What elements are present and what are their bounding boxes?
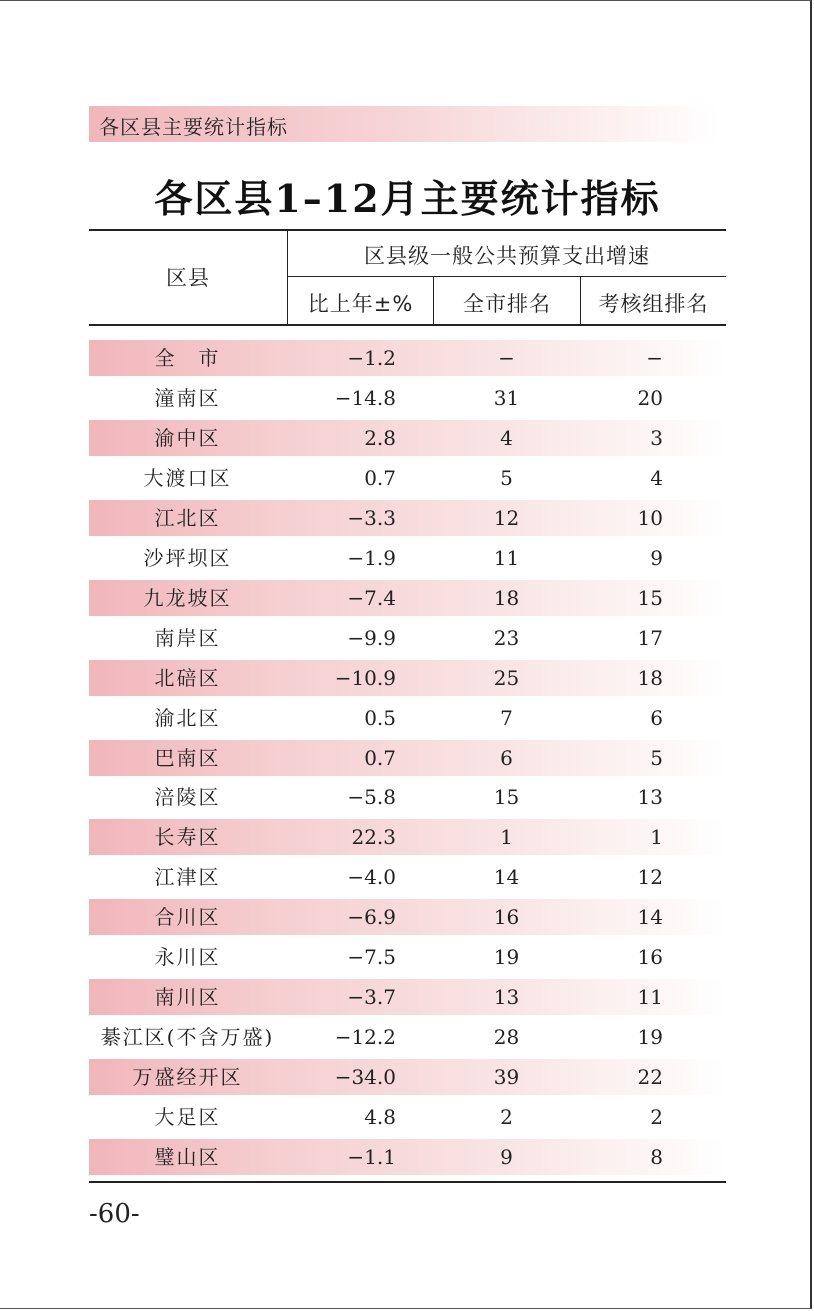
cell-city-rank: 23: [493, 625, 520, 650]
cell-group-rank: 13: [637, 785, 663, 810]
header-district: 区县: [166, 266, 210, 290]
cell-group-rank: 2: [650, 1105, 663, 1130]
cell-pct: 0.7: [364, 465, 396, 490]
cell-district: 北碚区: [154, 665, 221, 690]
cell-city-rank: 11: [493, 545, 520, 570]
cell-group-rank: 16: [637, 945, 663, 970]
cell-district: 全 市: [154, 346, 221, 370]
cell-pct: −5.8: [347, 785, 396, 810]
cell-pct: −7.4: [347, 585, 396, 610]
cell-district: 渝北区: [154, 705, 221, 730]
cell-group-rank: 10: [637, 505, 663, 530]
cell-group-rank: −: [646, 346, 663, 370]
cell-pct: −1.1: [347, 1145, 396, 1169]
table-row: [89, 380, 726, 416]
table-row: [89, 340, 726, 376]
cell-city-rank: 4: [500, 425, 513, 450]
table-row: [89, 620, 726, 656]
table-row: [89, 500, 726, 536]
cell-pct: 0.7: [364, 745, 396, 770]
cell-pct: −4.0: [347, 865, 396, 890]
header-group-title: 区县级一般公共预算支出增速: [364, 244, 650, 268]
cell-district: 涪陵区: [154, 785, 221, 810]
cell-city-rank: 15: [493, 785, 520, 810]
cell-city-rank: 19: [493, 945, 520, 970]
table-row: [89, 1139, 726, 1175]
page-number: -60-: [89, 1199, 140, 1229]
table-row: [89, 779, 726, 815]
table-row: [89, 580, 726, 616]
cell-city-rank: 14: [493, 865, 520, 890]
table-row: [89, 700, 726, 736]
cell-pct: −14.8: [334, 385, 396, 410]
cell-group-rank: 8: [650, 1145, 663, 1169]
table-row: [89, 1019, 726, 1055]
cell-group-rank: 17: [637, 625, 663, 650]
cell-city-rank: 6: [500, 745, 513, 770]
cell-pct: −7.5: [347, 945, 396, 970]
table-row: [89, 540, 726, 576]
cell-pct: 4.8: [364, 1105, 396, 1130]
cell-pct: 2.8: [364, 425, 396, 450]
table-row: [89, 660, 726, 696]
table-row: [89, 460, 726, 496]
cell-city-rank: 7: [500, 705, 513, 730]
header-group-rank: 考核组排名: [598, 292, 709, 316]
cell-group-rank: 15: [637, 585, 663, 610]
cell-district: 合川区: [154, 905, 221, 930]
header-bottom-rule: [89, 324, 726, 326]
cell-district: 潼南区: [154, 385, 221, 410]
cell-city-rank: 5: [500, 465, 513, 490]
cell-pct: −3.3: [347, 505, 396, 530]
cell-district: 九龙坡区: [143, 585, 232, 610]
cell-group-rank: 22: [637, 1065, 663, 1090]
cell-city-rank: 28: [493, 1025, 520, 1050]
cell-group-rank: 5: [650, 745, 663, 770]
cell-district: 璧山区: [154, 1145, 221, 1169]
cell-group-rank: 9: [650, 545, 663, 570]
cell-district: 綦江区(不含万盛): [100, 1025, 275, 1050]
cell-city-rank: 1: [500, 825, 513, 850]
cell-pct: −3.7: [347, 985, 396, 1010]
table-row: [89, 979, 726, 1015]
cell-group-rank: 18: [637, 665, 663, 690]
section-header-bar: [89, 106, 719, 142]
cell-city-rank: 39: [493, 1065, 520, 1090]
page-title: 各区县1–12月主要统计指标: [154, 176, 661, 221]
cell-city-rank: 2: [500, 1105, 513, 1130]
header-city-rank: 全市排名: [463, 292, 551, 316]
table-row: [89, 939, 726, 975]
cell-district: 大渡口区: [143, 465, 232, 490]
cell-pct: −9.9: [347, 625, 396, 650]
cell-district: 南川区: [154, 985, 221, 1010]
cell-district: 大足区: [154, 1105, 221, 1130]
table-row: [89, 899, 726, 935]
cell-city-rank: 16: [493, 905, 520, 930]
cell-group-rank: 19: [637, 1025, 663, 1050]
cell-pct: −6.9: [347, 905, 396, 930]
table-bottom-rule: [89, 1181, 726, 1183]
cell-city-rank: −: [498, 346, 515, 370]
section-header-text: 各区县主要统计指标: [99, 115, 288, 139]
cell-group-rank: 6: [650, 705, 663, 730]
table-top-rule: [89, 229, 726, 231]
table-row: [89, 1059, 726, 1095]
cell-district: 永川区: [154, 945, 221, 970]
table-row: [89, 859, 726, 895]
cell-city-rank: 9: [500, 1145, 513, 1169]
cell-pct: 0.5: [364, 705, 396, 730]
cell-pct: −12.2: [334, 1025, 396, 1050]
cell-district: 渝中区: [154, 425, 221, 450]
table-row: [89, 819, 726, 855]
table-row: [89, 740, 726, 776]
cell-city-rank: 18: [493, 585, 520, 610]
cell-group-rank: 3: [650, 425, 663, 450]
cell-group-rank: 1: [650, 825, 663, 850]
cell-city-rank: 31: [493, 385, 520, 410]
table-row: [89, 420, 726, 456]
cell-group-rank: 4: [650, 465, 663, 490]
header-mid-rule: [287, 276, 726, 277]
cell-district: 长寿区: [154, 825, 221, 850]
cell-city-rank: 25: [493, 665, 520, 690]
cell-pct: 22.3: [351, 825, 396, 850]
cell-city-rank: 12: [493, 505, 520, 530]
cell-pct: −34.0: [334, 1065, 396, 1090]
cell-pct: −1.2: [347, 346, 396, 370]
cell-city-rank: 13: [493, 985, 520, 1010]
cell-district: 南岸区: [154, 625, 221, 650]
cell-group-rank: 12: [637, 865, 663, 890]
table-row: [89, 1099, 726, 1135]
cell-pct: −1.9: [347, 545, 396, 570]
cell-district: 沙坪坝区: [143, 545, 232, 570]
cell-district: 万盛经开区: [132, 1065, 243, 1090]
cell-district: 巴南区: [154, 745, 221, 770]
header-pct: 比上年±%: [307, 292, 414, 316]
cell-group-rank: 20: [637, 385, 663, 410]
cell-pct: −10.9: [334, 665, 396, 690]
cell-group-rank: 11: [637, 985, 663, 1010]
cell-district: 江北区: [154, 505, 221, 530]
cell-district: 江津区: [154, 865, 221, 890]
cell-group-rank: 14: [637, 905, 663, 930]
